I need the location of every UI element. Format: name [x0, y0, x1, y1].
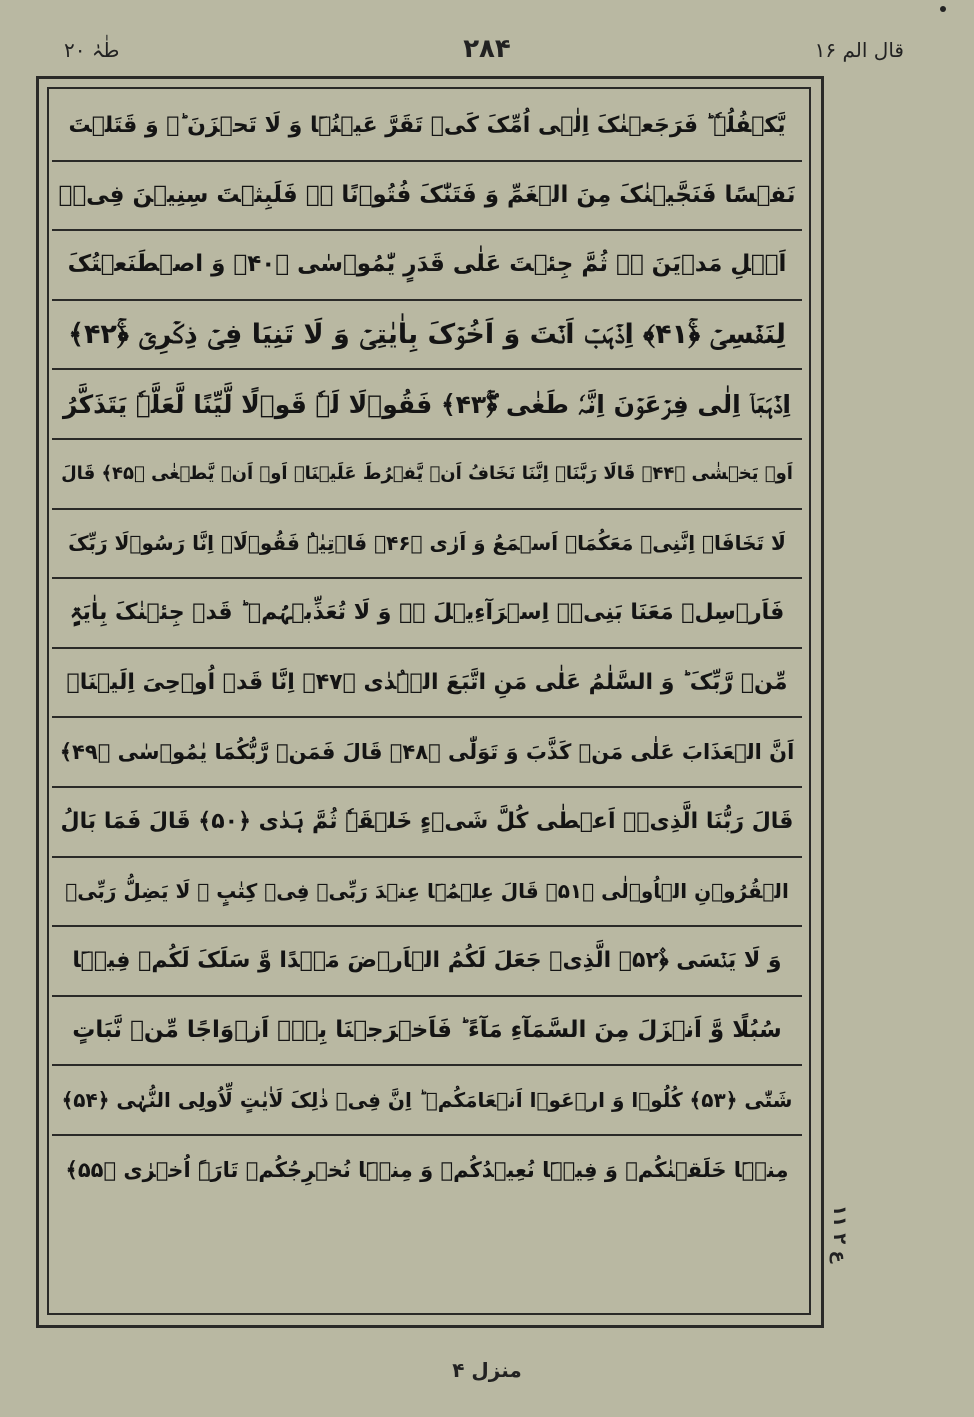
text-line: الۡقُرُوۡنِ الۡاُوۡلٰی ﴿۵۱﴾ قَالَ عِلۡمُہَا عِنۡدَ رَبِّیۡ فِیۡ کِتٰبٍ ۚ لَا یَضِلُّ رَبِّیۡ [52, 858, 802, 928]
verse-text-block [52, 92, 802, 1306]
page-edge-mark [940, 6, 946, 12]
text-line: سُبُلًا وَّ اَنۡزَلَ مِنَ السَّمَآءِ مَآءً ؕ فَاَخۡرَجۡنَا بِہٖۤ اَزۡوَاجًا مِّنۡ نَّبَاتٍ [52, 997, 802, 1067]
text-line: شَتّٰی ﴿۵۳﴾ کُلُوۡا وَ ارۡعَوۡا اَنۡعَامَکُمۡ ؕ اِنَّ فِیۡ ذٰلِکَ لَاٰیٰتٍ لِّاُولِی النُّہٰی ﴿۵۴﴾ [52, 1066, 802, 1136]
text-line: فَاَرۡسِلۡ مَعَنَا بَنِیۡۤ اِسۡرَآءِیۡلَ ۬ۙ وَ لَا تُعَذِّبۡہُمۡ ؕ قَدۡ جِئۡنٰکَ بِاٰیَۃٍ [52, 579, 802, 649]
page-number: ۲۸۴ [463, 34, 511, 64]
text-line: اَوۡ یَخۡشٰی ﴿۴۴﴾ قَالَا رَبَّنَاۤ اِنَّنَا نَخَافُ اَنۡ یَّفۡرُطَ عَلَیۡنَاۤ اَوۡ اَنۡ یَّطۡغٰی ﴿۴۵﴾ قَالَ [52, 440, 802, 510]
text-line: مِّنۡ رَّبِّکَ ؕ وَ السَّلٰمُ عَلٰی مَنِ اتَّبَعَ الۡہُدٰی ﴿۴۷﴾ اِنَّا قَدۡ اُوۡحِیَ اِلَیۡنَاۤ [52, 649, 802, 719]
text-line: یَّکۡفُلُہٗ ؕ فَرَجَعۡنٰکَ اِلٰۤی اُمِّکَ کَیۡ تَقَرَّ عَیۡنُہَا وَ لَا تَحۡزَنَ ؕ۬ وَ قَتَلۡتَ [52, 92, 802, 162]
text-line: مِنۡہَا خَلَقۡنٰکُمۡ وَ فِیۡہَا نُعِیۡدُکُمۡ وَ مِنۡہَا نُخۡرِجُکُمۡ تَارَۃً اُخۡرٰی ﴿۵۵﴾ [65, 1158, 789, 1183]
surah-header: طٰہٰ ۲۰ [64, 38, 120, 62]
text-line: اَہۡلِ مَدۡیَنَ ۬ۙ ثُمَّ جِئۡتَ عَلٰی قَدَرٍ یّٰمُوۡسٰی ﴿۴۰﴾ وَ اصۡطَنَعۡتُکَ [52, 231, 802, 301]
text-line: نَفۡسًا فَنَجَّیۡنٰکَ مِنَ الۡغَمِّ وَ فَتَنّٰکَ فُتُوۡنًا ۟ۚ فَلَبِثۡتَ سِنِیۡنَ فِیۡۤ [52, 162, 802, 232]
manzil-footer: منزل ۴ [452, 1358, 522, 1382]
juz-header: قال الم ۱۶ [814, 38, 904, 62]
text-line: اِذۡہَبَاۤ اِلٰی فِرۡعَوۡنَ اِنَّہٗ طَغٰی ﴿ۚۖ۴۳﴾ فَقُوۡلَا لَہٗ قَوۡلًا لَّیِّنًا لَّعَلَّہٗ یَتَذَکَّرُ [52, 370, 802, 440]
text-line: اَنَّ الۡعَذَابَ عَلٰی مَنۡ کَذَّبَ وَ تَوَلّٰی ﴿۴۸﴾ قَالَ فَمَنۡ رَّبُّکُمَا یٰمُوۡسٰی ﴿۴۹﴾ [52, 718, 802, 788]
text-line: قَالَ رَبُّنَا الَّذِیۡۤ اَعۡطٰی کُلَّ شَیۡءٍ خَلۡقَہٗ ثُمَّ ہَدٰی ﴿۵۰﴾ قَالَ فَمَا بَالُ [52, 788, 802, 858]
ruku-marker: ع ۲ ۱۱ [829, 1205, 850, 1263]
text-line: لِنَفۡسِیۡ ﴿ۚ۴۱﴾ اِذۡہَبۡ اَنۡتَ وَ اَخُوۡکَ بِاٰیٰتِیۡ وَ لَا تَنِیَا فِیۡ ذِکۡرِیۡ ﴿ۚ۴۲﴾ [52, 301, 802, 371]
text-line: لَا تَخَافَاۤ اِنَّنِیۡ مَعَکُمَاۤ اَسۡمَعُ وَ اَرٰی ﴿۴۶﴾ فَاۡتِیٰہُ فَقُوۡلَاۤ اِنَّا رَسُوۡلَا رَبِّکَ [52, 510, 802, 580]
text-line: وَ لَا یَنۡسَی ﴿۫۵۲﴾ الَّذِیۡ جَعَلَ لَکُمُ الۡاَرۡضَ مَہۡدًا وَّ سَلَکَ لَکُمۡ فِیۡہَا [52, 927, 802, 997]
